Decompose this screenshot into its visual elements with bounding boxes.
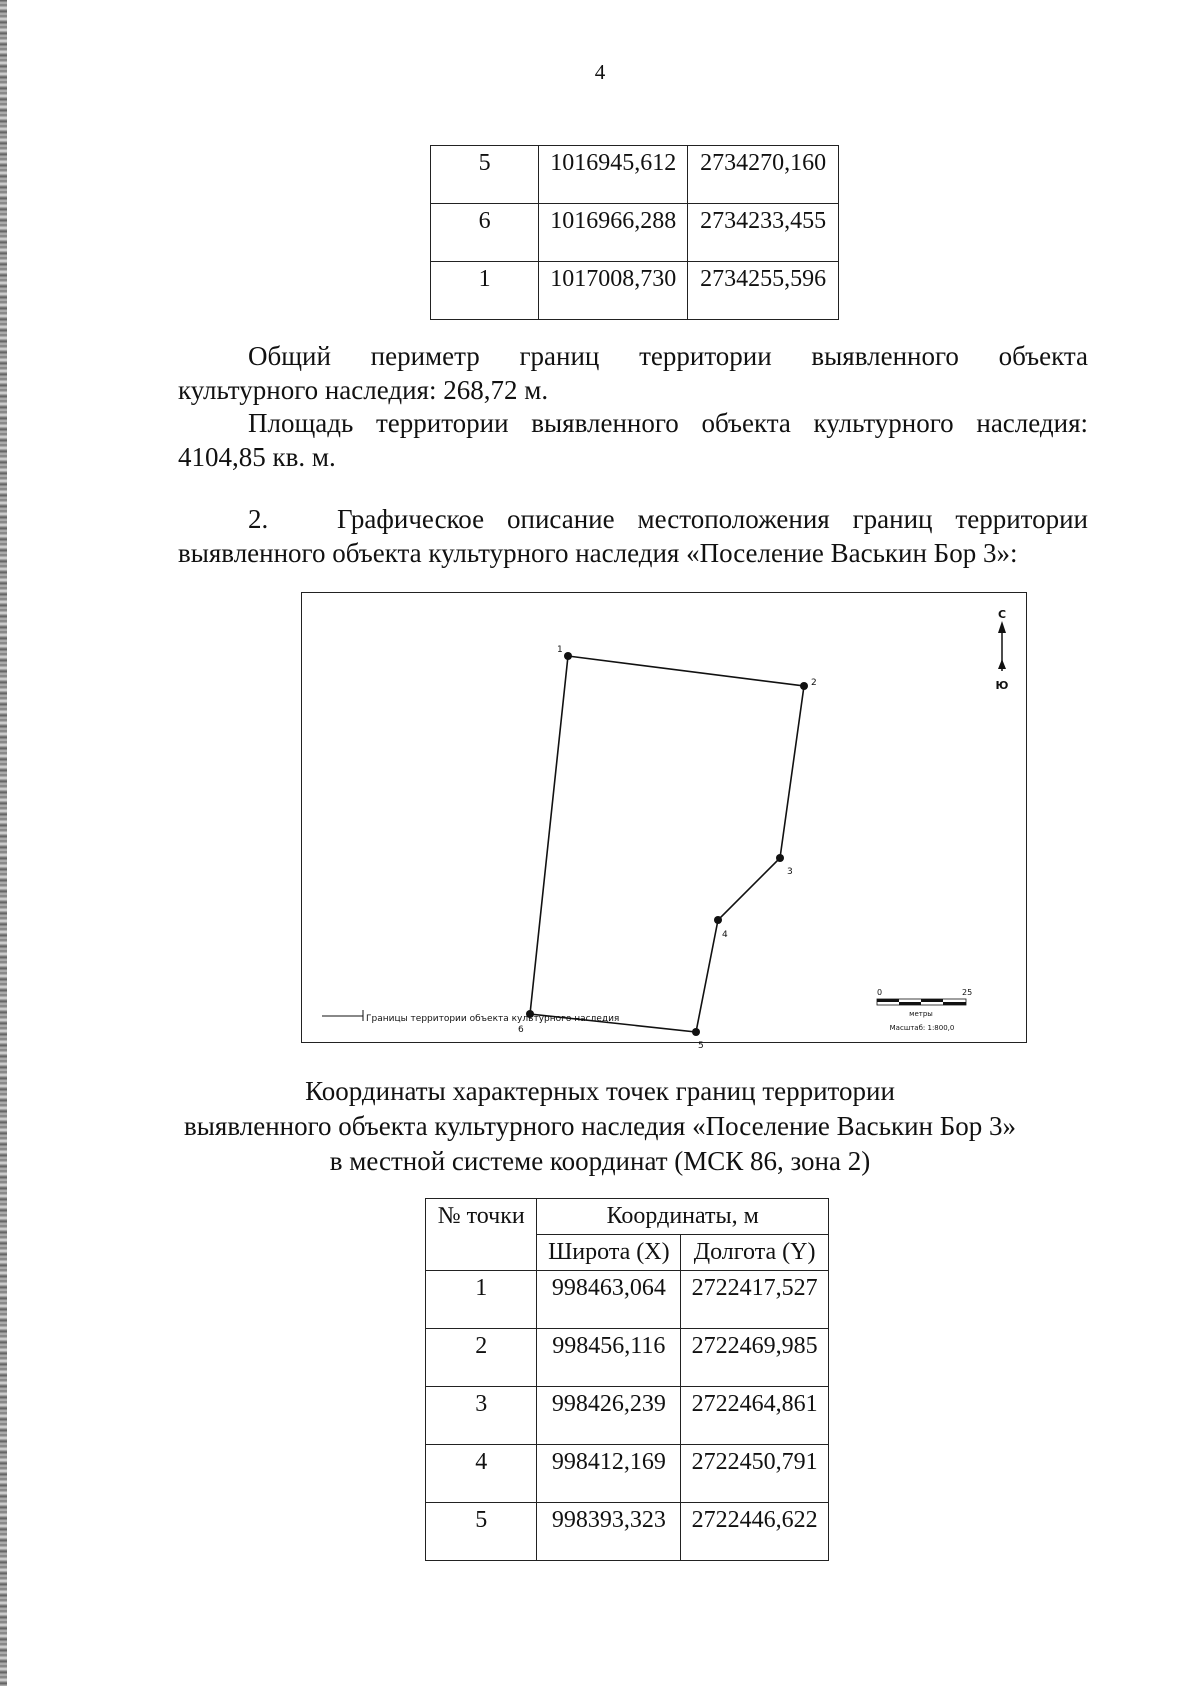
page-number: 4 [594, 60, 606, 84]
scale-ratio-label: Масштаб: 1:800,0 [889, 1024, 955, 1032]
vertex-label-6: 6 [518, 1025, 524, 1035]
point-number: 4 [426, 1445, 537, 1503]
x-value: 998426,239 [537, 1387, 681, 1445]
south-label: Ю [995, 679, 1009, 692]
boundary-polygon [530, 656, 804, 1032]
point-number: 5 [426, 1503, 537, 1561]
coordinates-table-continued [430, 145, 839, 320]
vertex-3 [776, 854, 784, 862]
south-arrow-head [998, 659, 1006, 669]
table-header-row [426, 1199, 829, 1235]
point-number: 1 [431, 262, 539, 320]
scalebar-seg-1 [877, 999, 899, 1002]
y-value: 2722446,622 [681, 1503, 829, 1561]
table-row [426, 1271, 829, 1329]
north-arrow [996, 608, 1009, 692]
scalebar-unit-label: метры [909, 1010, 933, 1018]
y-value: 2734233,455 [688, 204, 839, 262]
x-value: 1016945,612 [539, 146, 688, 204]
north-label: С [997, 608, 1007, 621]
point-number: 6 [431, 204, 539, 262]
vertex-label-2: 2 [811, 678, 817, 688]
boundary-vertices [526, 652, 808, 1036]
table-row [431, 204, 839, 262]
perimeter-line-2: культурного наследия: 268,72 м. [178, 375, 549, 405]
table-row [431, 262, 839, 320]
caption-line-3: в местной системе координат (МСК 86, зона 2) [329, 1146, 871, 1176]
y-value: 2734270,160 [688, 146, 839, 204]
section-2-line-2: выявленного объекта культурного наследия «Поселение Васькин Бор 3»: [178, 538, 1018, 568]
scalebar-start-label: 0 [877, 988, 883, 997]
y-value: 2734255,596 [688, 262, 839, 320]
vertex-label-4: 4 [722, 930, 728, 940]
point-number: 1 [426, 1271, 537, 1329]
vertex-2 [800, 682, 808, 690]
scale-bar [877, 988, 972, 1032]
scalebar-seg-2 [899, 1002, 921, 1005]
table-row [426, 1329, 829, 1387]
north-arrow-head [998, 621, 1006, 633]
legend [322, 1010, 619, 1024]
table-row [426, 1503, 829, 1561]
header-x: Широта (X) [537, 1235, 681, 1271]
vertex-4 [714, 916, 722, 924]
header-point-number: № точки [426, 1199, 537, 1271]
scalebar-seg-3 [921, 999, 943, 1002]
header-y: Долгота (Y) [681, 1235, 829, 1271]
vertex-5 [692, 1028, 700, 1036]
table-row [426, 1387, 829, 1445]
x-value: 998456,116 [537, 1329, 681, 1387]
boundary-map [301, 592, 1027, 1051]
point-number: 5 [431, 146, 539, 204]
vertex-label-1: 1 [557, 645, 563, 655]
vertex-label-3: 3 [787, 867, 793, 877]
area-line-2: 4104,85 кв. м. [178, 442, 336, 472]
vertex-1 [564, 652, 572, 660]
coordinates-table [425, 1198, 829, 1561]
scalebar-end-label: 25 [962, 988, 973, 997]
area-line-1: Площадь территории выявленного объекта культурного наследия: [248, 408, 1088, 438]
point-number: 2 [426, 1329, 537, 1387]
vertex-label-5: 5 [698, 1041, 704, 1051]
table-row [426, 1445, 829, 1503]
x-value: 998393,323 [537, 1503, 681, 1561]
scan-edge [0, 0, 7, 1686]
section-2-paragraph [178, 502, 1088, 570]
caption-line-2: выявленного объекта культурного наследия «Поселение Васькин Бор 3» [184, 1111, 1016, 1141]
x-value: 1016966,288 [539, 204, 688, 262]
y-value: 2722469,985 [681, 1329, 829, 1387]
caption-line-1: Координаты характерных точек границ территории [305, 1076, 895, 1106]
coordinates-caption [0, 1074, 1200, 1179]
point-number: 3 [426, 1387, 537, 1445]
boundary-map-drawing [302, 593, 1025, 1051]
x-value: 998463,064 [537, 1271, 681, 1329]
table-row [431, 146, 839, 204]
y-value: 2722450,791 [681, 1445, 829, 1503]
area-paragraph [178, 406, 1088, 474]
perimeter-paragraph [178, 339, 1088, 407]
y-value: 2722464,861 [681, 1387, 829, 1445]
header-coordinates: Координаты, м [537, 1199, 829, 1235]
y-value: 2722417,527 [681, 1271, 829, 1329]
x-value: 1017008,730 [539, 262, 688, 320]
scalebar-seg-4 [943, 1002, 966, 1005]
x-value: 998412,169 [537, 1445, 681, 1503]
section-2-line-1: 2. Графическое описание местоположения границ территории [248, 504, 1088, 534]
legend-label: Границы территории объекта культурного наследия [366, 1014, 620, 1024]
perimeter-line-1: Общий периметр границ территории выявленного объекта [248, 341, 1088, 371]
